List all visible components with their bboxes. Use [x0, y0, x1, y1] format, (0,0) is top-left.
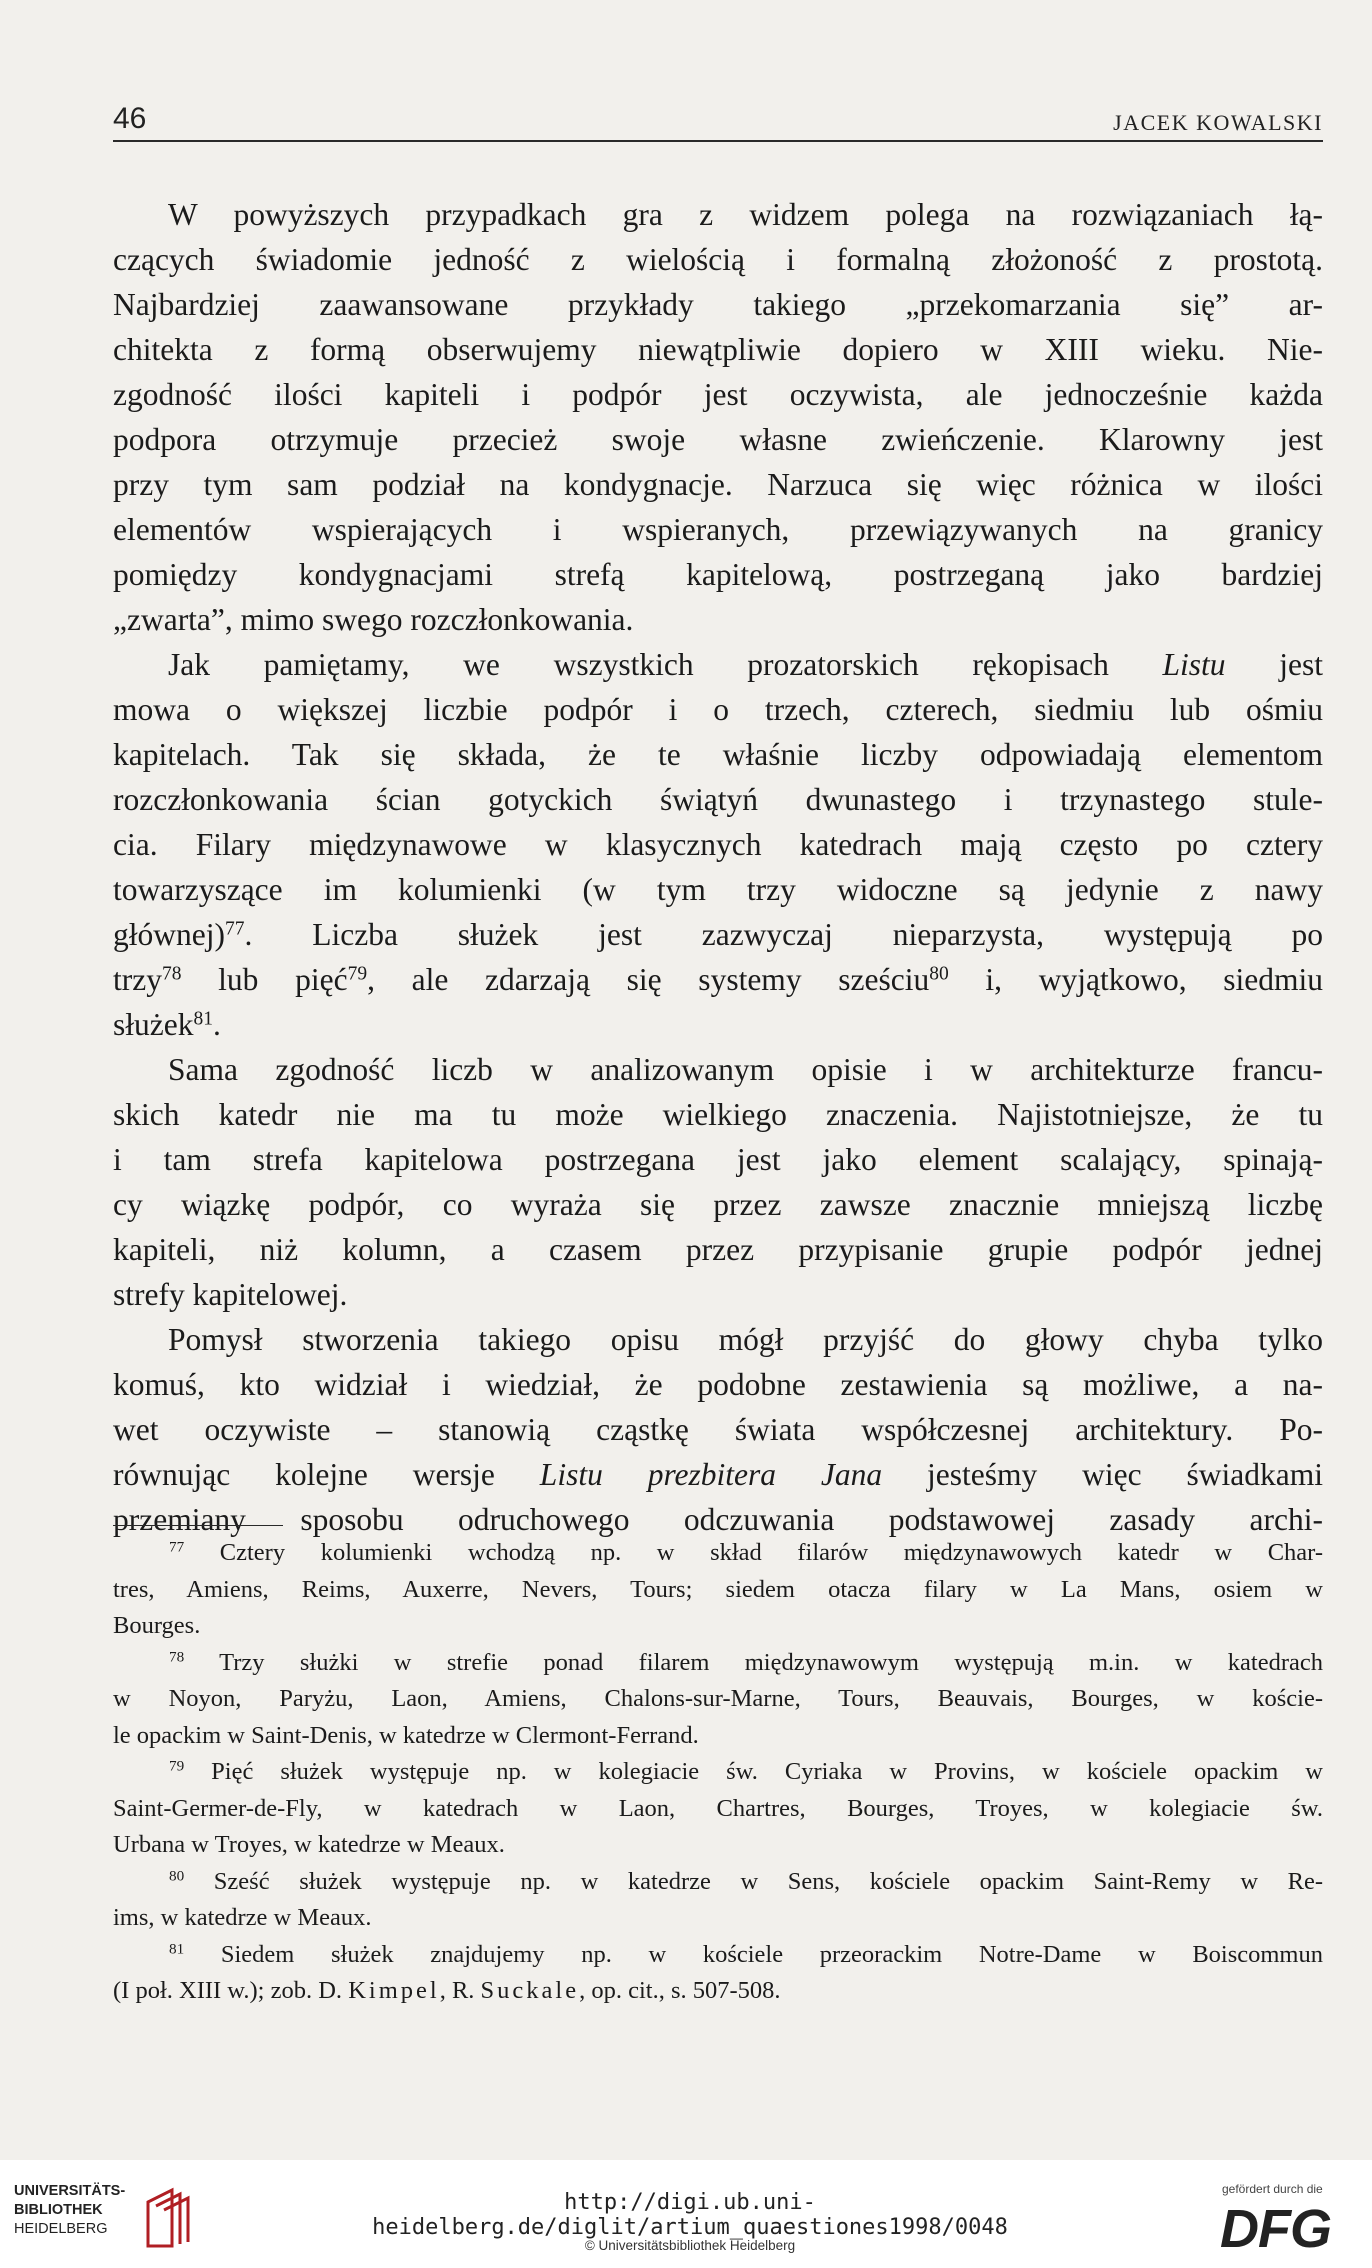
- text-run: .: [213, 1007, 221, 1042]
- running-head: [113, 100, 1323, 142]
- text-line: podpora otrzymuje przecież swoje własne zwieńczenie. Klarowny jest: [113, 422, 1323, 457]
- funding-note: gefördert durch die: [1222, 2182, 1323, 2196]
- footnotes: [113, 1535, 1323, 2010]
- footnote-number: 80: [169, 1867, 185, 1885]
- italic-title: Listu: [1162, 647, 1226, 682]
- text-line: chitekta z formą obserwujemy niewątpliwie dopiero w XIII wieku. Nie-: [113, 332, 1323, 367]
- text-run: jesteśmy więc świadkami: [882, 1457, 1323, 1492]
- footnote-line: [113, 1645, 1323, 1682]
- footnote-separator: [113, 1525, 283, 1526]
- text-run: Siedem służek znajdujemy np. w kościele przeorackim Notre-Dame w Boiscommun: [184, 1940, 1323, 1968]
- text-line: czących świadomie jedność z wielością i formalną złożoność z prostotą.: [113, 242, 1323, 277]
- text-line: W powyższych przypadkach gra z widzem polega na rozwiązaniach łą-: [168, 197, 1323, 232]
- text-line: Sama zgodność liczb w analizowanym opisie i w architekturze francu-: [168, 1052, 1323, 1087]
- italic-title: Listu prezbitera Jana: [539, 1457, 883, 1492]
- text-run: lub pięć: [181, 962, 348, 997]
- footnote-ref: 77: [224, 918, 245, 940]
- text-run: Sześć służek występuje np. w katedrze w Sens, kościele opackim Saint-Remy w Re-: [184, 1867, 1323, 1895]
- footnote-line: [113, 1535, 1323, 1572]
- text-line: przemiany sposobu odruchowego odczuwania podstawowej zasady archi-: [113, 1502, 1323, 1537]
- text-run: trzy: [113, 962, 162, 997]
- text-run: równując kolejne wersje: [113, 1457, 540, 1492]
- footnote-line: Bourges.: [113, 1612, 201, 1639]
- footnote-ref: 78: [161, 963, 182, 985]
- text-run: Pięć służek występuje np. w kolegiacie św. Cyriaka w Provins, w kościele opackim w: [184, 1758, 1323, 1785]
- text-line: kapitelach. Tak się składa, że te właśnie liczby odpowiadają elementom: [113, 737, 1323, 772]
- footnote-line: w Noyon, Paryżu, Laon, Amiens, Chalons-sur-Marne, Tours, Beauvais, Bourges, w koście-: [113, 1685, 1323, 1712]
- text-run: jest: [1225, 647, 1323, 682]
- text-line: towarzyszące im kolumienki (w tym trzy widoczne są jedynie z nawy: [113, 872, 1323, 907]
- text-line: cia. Filary międzynawowe w klasycznych katedrach mają często po cztery: [113, 827, 1323, 862]
- text-line: cy wiązkę podpór, co wyraża się przez zawsze znacznie mniejszą liczbę: [113, 1187, 1323, 1222]
- text-line: rozczłonkowania ścian gotyckich świątyń dwunastego i trzynastego stule-: [113, 782, 1323, 817]
- library-name: [14, 2182, 125, 2239]
- text-line: [113, 642, 1323, 687]
- text-line: [113, 1002, 1323, 1047]
- text-line: strefy kapitelowej.: [113, 1277, 348, 1312]
- footnote-line: le opackim w Saint-Denis, w katedrze w Clermont-Ferrand.: [113, 1721, 699, 1749]
- dfg-logo: DFG: [1220, 2199, 1331, 2259]
- footnote-line: tres, Amiens, Reims, Auxerre, Nevers, Tours; siedem otacza filary w La Mans, osiem w: [113, 1575, 1323, 1603]
- footnote-number: 78: [169, 1648, 185, 1666]
- footnote-line: [113, 1754, 1323, 1791]
- footnote-ref: 81: [193, 1008, 213, 1030]
- text-line: komuś, kto widział i wiedział, że podobne zestawienia są możliwe, a na-: [113, 1367, 1323, 1402]
- text-line: „zwarta”, mimo swego rozczłonkowania.: [113, 602, 634, 637]
- text-run: . Liczba służek jest zazwyczaj nieparzysta, występują po: [244, 917, 1323, 952]
- author-name: Suckale: [480, 1977, 580, 2004]
- text-line: skich katedr nie ma tu może wielkiego znaczenia. Najistotniejsze, że tu: [113, 1097, 1323, 1132]
- text-line: [113, 957, 1323, 1002]
- footnote-line: [113, 1864, 1323, 1901]
- footnote-line: [113, 1937, 1323, 1974]
- library-name-line: HEIDELBERG: [14, 2221, 108, 2237]
- text-line: elementów wspierających i wspieranych, przewiązywanych na granicy: [113, 512, 1323, 547]
- text-line: kapiteli, niż kolumn, a czasem przez przypisanie grupie podpór jednej: [113, 1232, 1323, 1267]
- text-run: , ale zdarzają się systemy sześciu: [367, 962, 930, 997]
- running-head-author: JACEK KOWALSKI: [1113, 110, 1323, 135]
- footnote-line: ims, w katedrze w Meaux.: [113, 1904, 372, 1931]
- text-run: (I poł. XIII w.); zob. D.: [113, 1977, 349, 2004]
- text-line: wet oczywiste – stanowią cząstkę świata współczesnej architektury. Po-: [113, 1412, 1323, 1447]
- footnote-line: [113, 1973, 1323, 2010]
- text-run: i, wyjątkowo, siedmiu: [948, 962, 1324, 997]
- footnote-line: Saint-Germer-de-Fly, w katedrach w Laon, Chartres, Bourges, Troyes, w kolegiacie św.: [113, 1794, 1323, 1822]
- footnote-line: Urbana w Troyes, w katedrze w Meaux.: [113, 1831, 505, 1858]
- text-run: , op. cit., s. 507-508.: [579, 1977, 781, 2004]
- permalink-url[interactable]: http://digi.ub.uni-heidelberg.de/diglit/artium_quaestiones1998/0048: [372, 2190, 1008, 2240]
- copyright-notice: © Universitätsbibliothek Heidelberg: [584, 2238, 796, 2253]
- author-name: Kimpel: [348, 1977, 440, 2004]
- footnote-ref: 80: [929, 963, 949, 985]
- text-line: [113, 912, 1323, 957]
- footnote-number: 81: [169, 1940, 185, 1958]
- text-run: , R.: [439, 1977, 481, 2004]
- text-run: głównej): [113, 917, 225, 952]
- footnote-ref: 79: [347, 963, 368, 985]
- library-logo: [14, 2182, 204, 2252]
- text-line: [113, 1452, 1323, 1497]
- page-number: 46: [113, 102, 147, 135]
- text-run: Jak pamiętamy, we wszystkich prozatorskich rękopisach: [168, 647, 1163, 682]
- text-run: służek: [113, 1007, 194, 1042]
- text-run: Trzy służki w strefie ponad filarem międzynawowym występują m.in. w katedrach: [184, 1648, 1323, 1676]
- library-name-line: UNIVERSITÄTS-: [14, 2183, 126, 2199]
- text-line: Najbardziej zaawansowane przykłady takiego „przekomarzania się” ar-: [113, 287, 1323, 322]
- text-line: i tam strefa kapitelowa postrzegana jest jako element scalający, spinają-: [113, 1142, 1323, 1177]
- text-line: przy tym sam podział na kondygnacje. Narzuca się więc różnica w ilości: [113, 467, 1323, 502]
- text-line: zgodność ilości kapiteli i podpór jest oczywista, ale jednocześnie każda: [113, 377, 1323, 412]
- library-emblem-icon: [144, 2186, 192, 2250]
- digitization-footer: [0, 2160, 1372, 2268]
- footnote-number: 77: [169, 1538, 185, 1556]
- library-name-line: BIBLIOTHEK: [14, 2202, 103, 2218]
- text-run: Cztery kolumienki wchodzą np. w skład filarów międzynawowych katedr w Char-: [184, 1539, 1323, 1566]
- text-line: mowa o większej liczbie podpór i o trzech, czterech, siedmiu lub ośmiu: [113, 692, 1323, 727]
- body-text: [113, 192, 1323, 1542]
- footnote-number: 79: [169, 1757, 185, 1775]
- text-line: Pomysł stworzenia takiego opisu mógł przyjść do głowy chyba tylko: [168, 1322, 1323, 1357]
- text-line: pomiędzy kondygnacjami strefą kapitelową, postrzeganą jako bardziej: [113, 557, 1323, 592]
